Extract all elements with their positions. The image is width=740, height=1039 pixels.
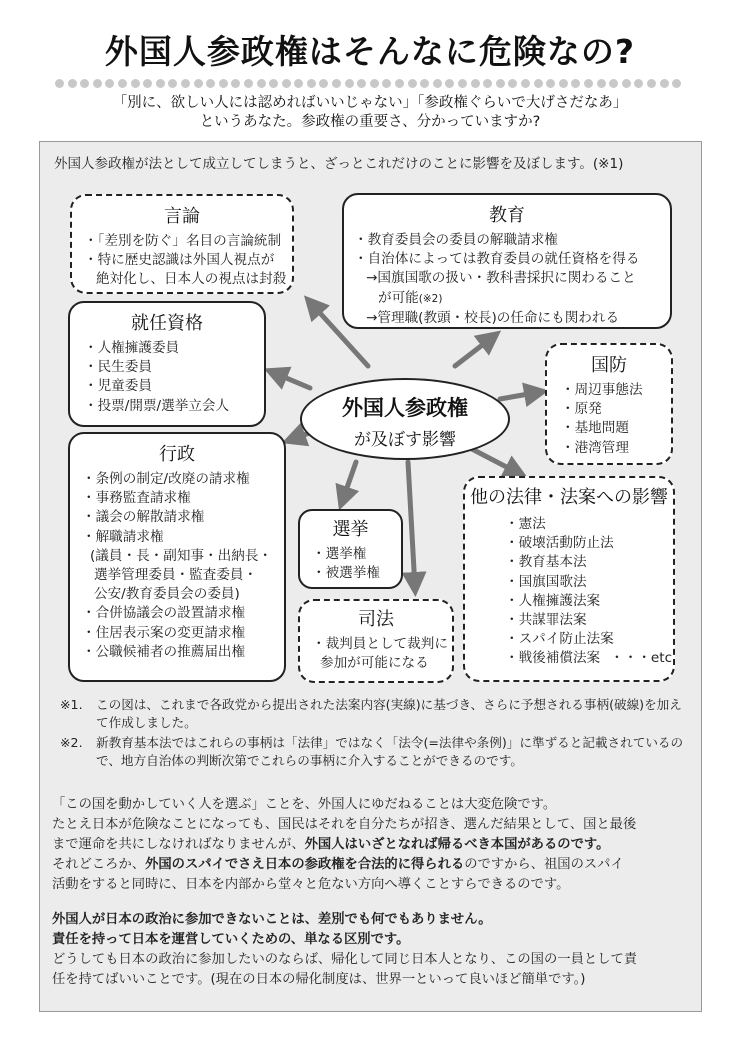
list-item: ・原発 [561,401,602,418]
footnote-1 [60,696,690,731]
subtitle-line-2: というあなた。参政権の重要さ、分かっていますか? [199,114,541,130]
list-item: ・「差別を防ぐ」名目の言論統制 [84,233,282,249]
list-item: ・港湾管理 [561,439,629,456]
list-item: ・住居表示案の変更請求権 [82,624,246,641]
list-item: 絶対化し、日本人の視点は封殺 [96,271,287,288]
list-item: ・教育委員会の委員の解職請求権 [354,232,558,248]
list-item: ・議会の解散請求権 [82,509,205,526]
paragraph-line [52,855,636,875]
paragraph-line: たとえ日本が危険なことになっても、国民はそれを自分たちが招き、選んだ結果として、国と最後 [52,817,637,832]
paragraph-1 [52,795,636,895]
emphasis-text: 外国人はいざとなれば帰るべき本国があるのです。 [304,837,610,852]
list-item: ・解職請求権 [82,528,164,545]
list-item: ・被選挙権 [312,565,380,582]
box-shunin-title: 就任資格 [131,313,203,334]
box-kyoiku-title: 教育 [489,205,525,226]
footnote-mark: ※1. [60,697,83,712]
list-item: ・人権擁護法案 [505,592,601,609]
list-item: ・基地問題 [561,420,629,437]
center-subtitle: が及ぼす影響 [354,430,456,450]
list-item: ・周辺事態法 [561,382,643,398]
paragraph-line [52,930,637,950]
box-genron [70,194,294,294]
list-item: 参加が可能になる [320,655,429,672]
box-kokubo [545,343,673,465]
box-gyosei-title: 行政 [159,444,195,465]
list-item: (議員・長・副知事・出納長・ [90,547,273,564]
kyoiku-possible: が可能 [378,289,419,306]
box-senkyo-title: 選挙 [332,519,369,540]
box-senkyo [298,509,403,589]
list-item: ・選挙権 [312,546,367,562]
list-item-text: ・戦後補償法案 [505,650,601,667]
footnotes [60,696,690,772]
paragraph-line: 「この国を動かしていく人を選ぶ」ことを、外国人にゆだねることは大変危険です。 [52,797,557,812]
list-item: →国旗国歌の扱い・教科書採択に関わること [366,270,636,287]
list-item: ・自治体によっては教育委員の就任資格を得る [354,251,640,268]
list-item: ・教育基本法 [505,554,587,571]
paragraph-line: どうしても日本の政治に参加したいのならば、帰化して同じ日本人となり、この国の一員として責 [52,952,638,967]
subtitle-line-1: 「別に、欲しい人には認めればいいじゃない」「参政権ぐらいで大げさだなあ」 [112,95,628,111]
list-item: 選挙管理委員・監査委員・ [94,567,258,584]
center-ellipse [300,378,510,460]
box-kokubo-title: 国防 [591,355,627,376]
list-item: ・憲法 [505,516,546,532]
list-item: ・スパイ防止法案 [505,631,614,648]
list-item: ・民生委員 [84,359,152,376]
box-shiho-title: 司法 [358,609,394,630]
list-item: ・合併協議会の設置請求権 [82,605,246,622]
intro-text: 外国人参政権が法として成立してしまうと、ざっとこれだけのことに影響を及ぼします。(※1) [54,156,624,172]
center-title: 外国人参政権 [342,396,468,420]
emphasis-text: 外国人が日本の政治に参加できないことは、差別でも何でもありません。 [52,912,492,927]
list-item [354,289,670,309]
box-shunin [68,301,266,427]
list-item: ・投票/開票/選挙立会人 [84,397,230,414]
list-item: ・人権擁護委員 [84,340,180,356]
list-item: ・破壊活動防止法 [505,535,614,552]
arrow-to-hoan [470,448,520,474]
list-item: ・公職候補者の推薦届出権 [82,643,246,660]
box-shiho [298,599,454,683]
note-ref: (※2) [418,292,443,305]
box-genron-title: 言論 [164,206,200,227]
list-item [505,649,677,668]
list-item: ・裁判員として裁判に [312,636,448,652]
paragraph-line: 任を持てばいいことです。(現在の日本の帰化制度は、世界一といって良いほど簡単です。) [52,972,586,987]
arrow-to-shiho [408,462,415,588]
paragraph-text: のですから、祖国のスパイ [464,857,624,872]
paragraph-2 [52,910,637,990]
paragraph-text: まで運命を共にしなければなりませんが、 [52,837,305,852]
footnote-text: この図は、これまで各政党から提出された法案内容(実線)に基づき、さらに予想される事柄(破線)を加えて作成しました。 [96,697,682,730]
footnote-mark: ※2. [60,735,83,750]
paragraph-line [52,910,637,930]
paragraph-line: 活動をすると同時に、日本を内部から堂々と危ない方向へ導くことすらできるのです。 [52,877,570,892]
box-hoan-title: 他の法律・法案への影響 [470,487,668,508]
arrow-to-shunin [272,372,310,388]
list-item: ・児童委員 [84,378,152,395]
arrow-to-kyoiku [455,336,494,366]
list-item: ・特に歴史認識は外国人視点が [84,252,275,269]
box-kyoiku [342,193,672,329]
emphasis-text: 責任を持って日本を運営していくための、単なる区別です。 [52,932,410,947]
footnote-2 [60,734,690,769]
list-item: 公安/教育委員会の委員) [94,586,240,603]
list-item: ・事務監査請求権 [82,490,191,507]
box-hoan [463,476,675,682]
arrow-to-senkyo [342,462,356,502]
list-item: ・国旗国歌法 [505,573,587,590]
page-title: 外国人参政権はそんなに危険なの? [104,32,636,71]
emphasis-text: 外国のスパイでさえ日本の参政権を合法的に得られる [145,857,465,872]
list-item: ・条例の制定/改廃の請求権 [82,471,250,487]
list-item: ・共謀罪法案 [505,612,587,629]
etc-text: ・・・etc. [610,650,677,667]
paragraph-line [52,835,636,855]
list-item: →管理職(教頭・校長)の任命にも関われる [366,309,620,326]
paragraph-text: それどころか、 [52,857,146,872]
footnote-text: 新教育基本法ではこれらの事柄は「法律」ではなく「法令(=法律や条例)」に準ずると記載されているので、地方自治体の判断次第でこれらの事柄に介入することができるのです。 [96,735,684,768]
box-gyosei [68,432,286,682]
